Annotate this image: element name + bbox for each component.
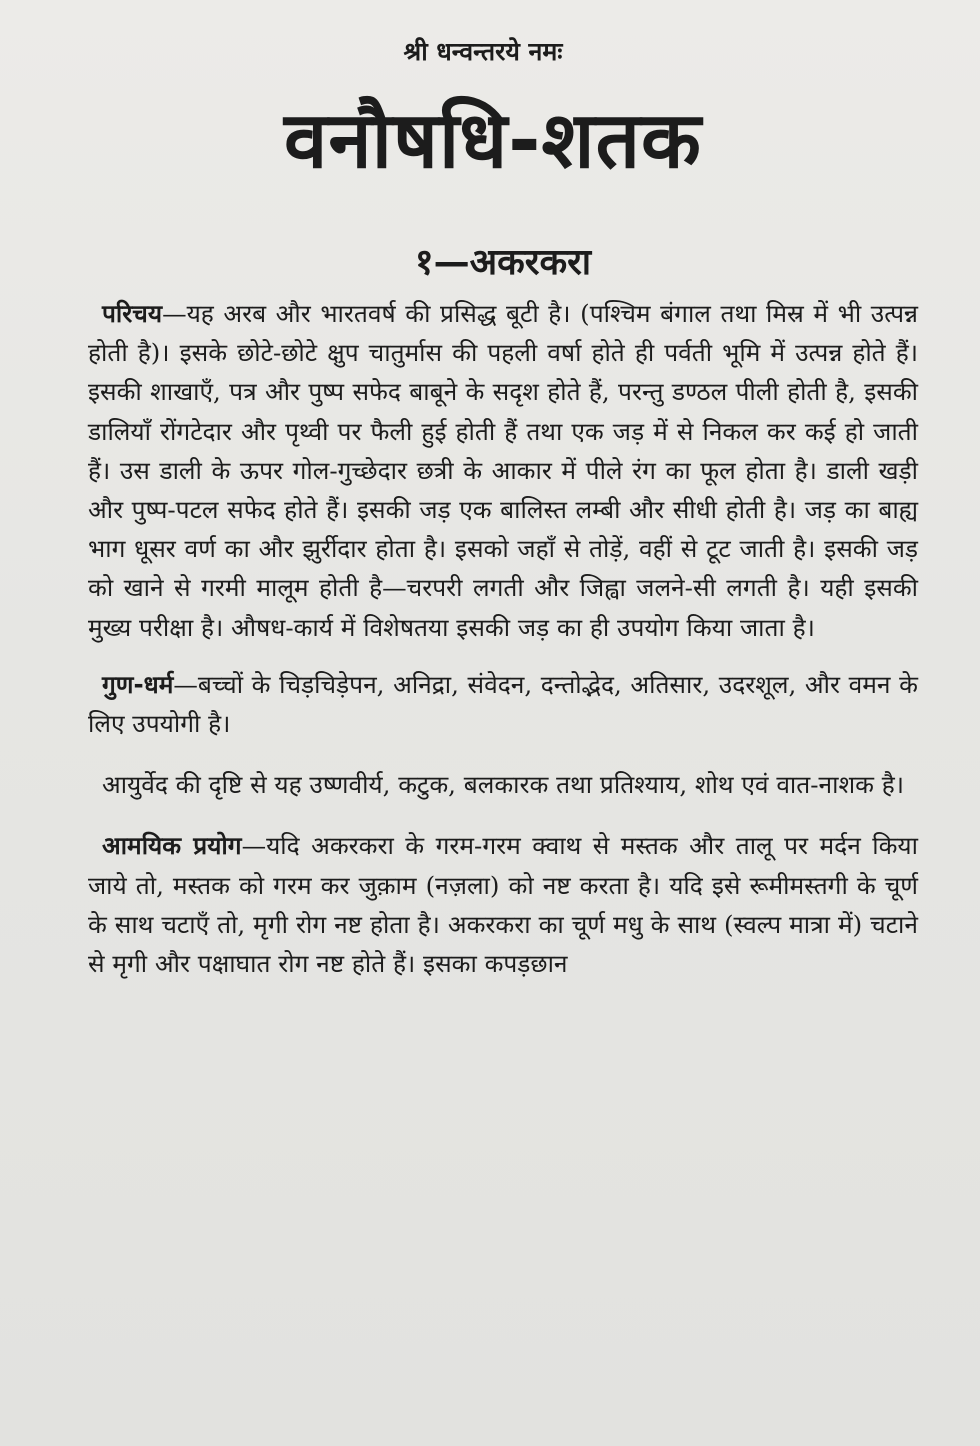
chapter-title: १—अकरकरा bbox=[414, 242, 592, 283]
ayurveda-paragraph bbox=[88, 765, 918, 804]
intro-paragraph bbox=[88, 294, 918, 647]
properties-term: गुण-धर्म bbox=[102, 669, 174, 699]
book-title: वनौषधि-शतक bbox=[284, 96, 702, 186]
usage-text: —यदि अकरकरा के गरम-गरम क्वाथ से मस्तक और तालू पर मर्दन किया जाये तो, मस्तक को गरम कर जुक़ाम (नज़ला) को नष्ट करता है। यदि इसे रूमीमस्तगी के चूर्ण के साथ चटाएँ तो, मृगी रोग नष्ट होता है। अकरकरा का चूर्ण मधु के साथ (स्वल्प मात्रा में) चटाने से मृगी और पक्षाघात रोग नष्ट होते हैं। इसका कपड़छान bbox=[88, 831, 918, 979]
usage-paragraph bbox=[88, 826, 918, 983]
properties-text: —बच्चों के चिड़चिड़ेपन, अनिद्रा, संवेदन, दन्तोद्भेद, अतिसार, उदरशूल, और वमन के लिए उपयोगी है। bbox=[88, 669, 918, 739]
usage-term: आमयिक प्रयोग bbox=[102, 831, 242, 861]
intro-text: —यह अरब और भारतवर्ष की प्रसिद्ध बूटी है। (पश्चिम बंगाल तथा मिस्र में भी उत्पन्न होती है)। इसके छोटे-छोटे क्षुप चातुर्मास की पहली वर्षा होते ही पर्वती भूमि में उत्पन्न होते हैं। इसकी शाखाएँ, पत्र और पुष्प सफेद बाबूने के सदृश होते हैं, परन्तु डण्ठल पीली होती है, इसकी डालियाँ रोंगटेदार और पृथ्वी पर फैली हुई होती हैं तथा एक जड़ में से निकल कर कई हो जाती हैं। उस डाली के ऊपर गोल-गुच्छेदार छत्री के आकार में पीले रंग का फूल होता है। डाली खड़ी और पुष्प-पटल सफेद होते हैं। इसकी जड़ एक बालिस्त लम्बी और सीधी होती है। जड़ का बाह्य भाग धूसर वर्ण का और झुर्रीदार होता है। इसको जहाँ से तोड़ें, वहीं से टूट जाती है। इसकी जड़ को खाने से गरमी मालूम होती है—चरपरी लगती और जिह्वा जलने-सी लगती है। यही इसकी मुख्य परीक्षा है। औषध-कार्य में विशेषतया इसकी जड़ का ही उपयोग किया जाता है। bbox=[88, 299, 918, 642]
intro-term: परिचय bbox=[102, 299, 163, 328]
invocation-line: श्री धन्वन्तरये नमः bbox=[403, 37, 563, 66]
properties-paragraph bbox=[88, 665, 918, 743]
ayurveda-text: आयुर्वेद की दृष्टि से यह उष्णवीर्य, कटुक, बलकारक तथा प्रतिश्याय, शोथ एवं वात-नाशक है। bbox=[102, 770, 905, 800]
